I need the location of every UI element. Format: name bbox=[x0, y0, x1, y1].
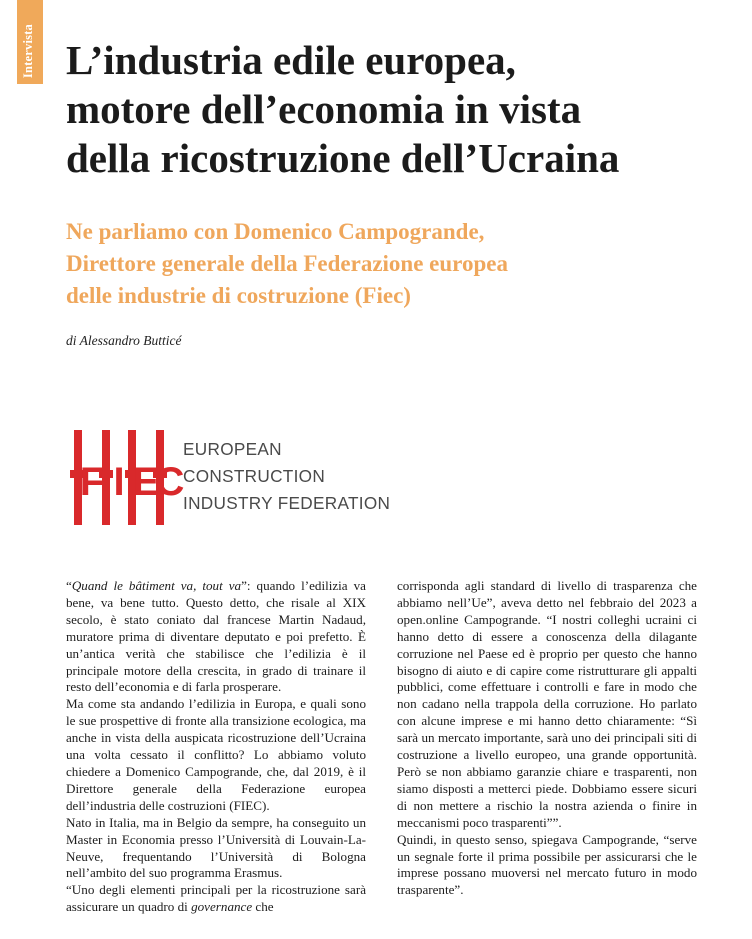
paragraph: Quindi, in questo senso, spiegava Campogrande, “serve un segnale forte il prima possibile per assicurarsi che le imprese possano muoversi nel mercato futuro in modo trasparente”. bbox=[397, 831, 697, 898]
paragraph bbox=[66, 882, 366, 916]
title-line: L’industria edile europea, bbox=[66, 37, 516, 83]
section-tab bbox=[17, 0, 43, 84]
logo-letter: C bbox=[155, 460, 185, 504]
body-column-left bbox=[66, 578, 366, 916]
logo-letter: I bbox=[113, 460, 125, 504]
paragraph-text: ”: quando l’edilizia va bene, va bene tutto. Questo detto, che risale al XIX secolo, è stato coniato dal francese Martin Nadaud, muratore prima di diventare deputato e poi prefetto. È un’antica verità che stabilisce che l’edilizia è il principale motore della crescita, in grado di trainare il resto dell’economia e di farla prosperare. bbox=[66, 578, 366, 695]
logo-text-line: CONSTRUCTION bbox=[183, 466, 326, 486]
paragraph: Ma come sta andando l’edilizia in Europa, e quali sono le sue prospettive di fronte alla transizione ecologica, ma anche in vista della auspicata ricostruzione dell’Ucraina una volta cessato il conflitto? Lo abbiamo voluto chiedere a Domenico Campogrande, che, dal 2019, è il Direttore generale della Federazione europea dell’industria delle costruzioni (FIEC). bbox=[66, 696, 366, 813]
paragraph: Nato in Italia, ma in Belgio da sempre, ha conseguito un Master in Economia presso l’Università di Louvain-La-Neuve, frequentando l’Università di Bologna nell’ambito del suo programma Erasmus. bbox=[66, 814, 366, 881]
logo-letter: F bbox=[79, 460, 105, 504]
paragraph: corrisponda agli standard di livello di trasparenza che abbiamo nell’Ue”, aveva detto nel febbraio del 2023 a open.online Campogrande. “I nostri colleghi ucraini ci hanno detto di essere a conoscenza della dilagante corruzione nel Paese ed è proprio per questo che hanno bisogno di aiuto e di capire come ristrutturare gli appalti pubblici, come effettuare i controlli e fare in modo che non cadano nella trappola della corruzione. Ho parlato con alcune imprese e mi hanno detto chiaramente: “Sì sarà un mercato importante, sarà uno dei principali siti di costruzione a livello europeo, una grande opportunità. Però se non abbiamo garanzie chiare e trasparenti, non siamo disposti a metterci piede. Dobbiamo essere sicuri di non mettere a rischio la nostra azienda o finire in meccanismi poco trasparenti””. bbox=[397, 578, 697, 830]
subtitle-line: Direttore generale della Federazione europea bbox=[66, 251, 508, 276]
quote-italic: Quand le bâtiment va, tout va bbox=[71, 578, 242, 593]
governance-italic: governance bbox=[191, 899, 253, 915]
subtitle-line: Ne parliamo con Domenico Campogrande, bbox=[66, 219, 485, 244]
paragraph: “Quand le bâtiment va, tout va”: quando l’edilizia va bene, va bene tutto. Questo detto, che risale al XIX secolo, è stato coniato dal francese Martin Nadaud, muratore prima di diventare deputato e poi prefetto. È un’antica verità che stabilisce che l’edilizia è il principale motore della crescita, in grado di trainare il resto dell’economia e di farla prosperare. bbox=[66, 578, 366, 695]
title-line: motore dell’economia in vista bbox=[66, 86, 582, 132]
paragraph-text: che bbox=[252, 899, 274, 915]
logo-letter: E bbox=[132, 460, 160, 504]
logo-text-line: EUROPEAN bbox=[183, 439, 282, 459]
body-column-right bbox=[397, 578, 697, 899]
subtitle-line: delle industrie di costruzione (Fiec) bbox=[66, 283, 411, 308]
article-title bbox=[66, 36, 736, 183]
fiec-logo-mark bbox=[64, 420, 185, 535]
byline: di Alessandro Butticé bbox=[66, 333, 182, 348]
logo-text-line: INDUSTRY FEDERATION bbox=[183, 493, 391, 513]
article-subtitle bbox=[66, 216, 706, 312]
paragraph-text: “Uno degli elementi principali per la ricostruzione sarà assicurare un quadro di bbox=[66, 882, 366, 915]
section-tab-label: Intervista bbox=[21, 23, 35, 78]
fiec-logo bbox=[64, 420, 404, 535]
title-line: della ricostruzione dell’Ucraina bbox=[66, 135, 620, 181]
